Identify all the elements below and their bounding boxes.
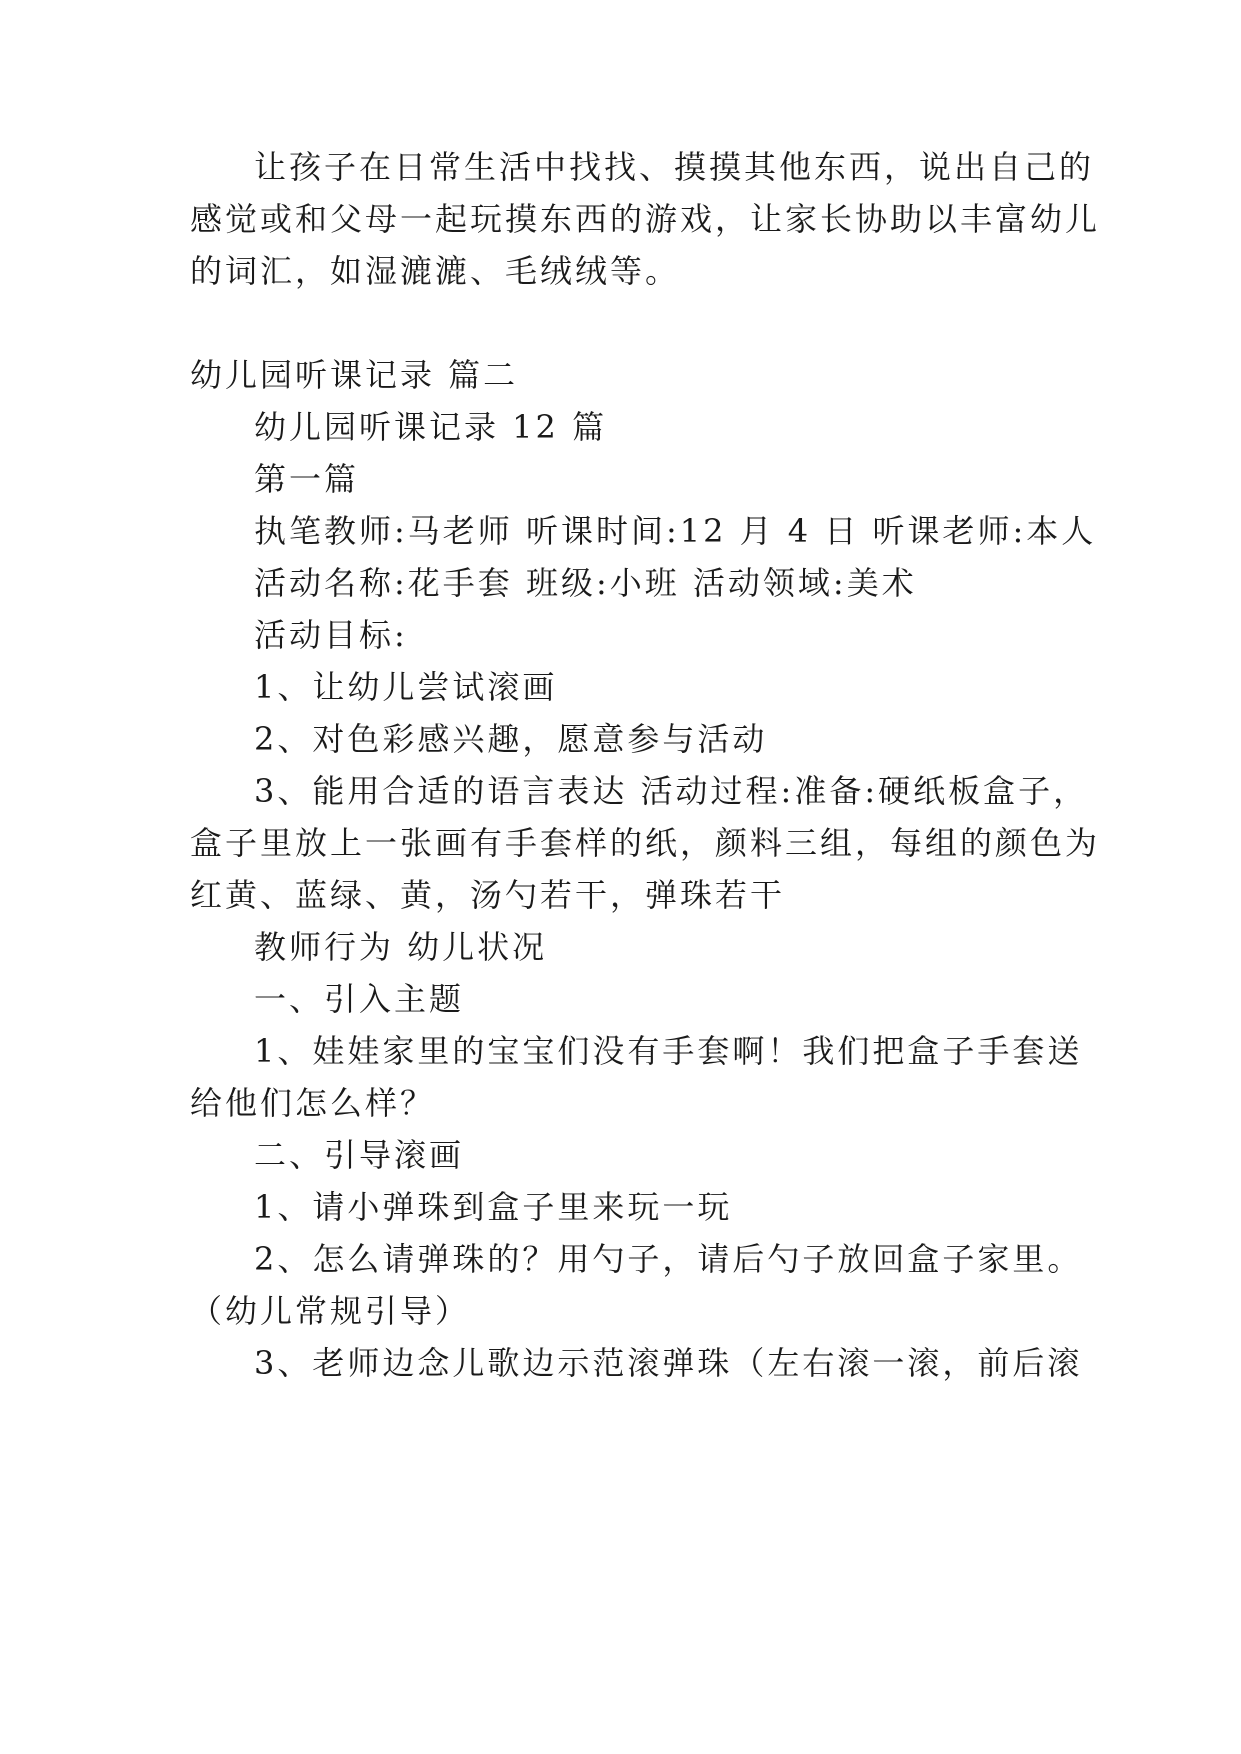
intro-paragraph-line-3: 的词汇，如湿漉漉、毛绒绒等。 — [190, 252, 681, 290]
part-2-item-2-line-2: （幼儿常规引导） — [190, 1292, 471, 1330]
goal-2: 2、对色彩感兴趣，愿意参与活动 — [254, 720, 768, 758]
goals-label: 活动目标: — [254, 616, 408, 654]
part-2-item-1: 1、请小弹珠到盒子里来玩一玩 — [254, 1188, 733, 1226]
part-1-item-1-line-1: 1、娃娃家里的宝宝们没有手套啊！我们把盒子手套送 — [254, 1032, 1083, 1070]
intro-paragraph-line-2: 感觉或和父母一起玩摸东西的游戏，让家长协助以丰富幼儿 — [190, 200, 1101, 238]
goal-3-line-3: 红黄、蓝绿、黄，汤勺若干，弹珠若干 — [190, 876, 786, 914]
table-header: 教师行为 幼儿状况 — [254, 928, 548, 966]
goal-1: 1、让幼儿尝试滚画 — [254, 668, 558, 706]
goal-3-line-1: 3、能用合适的语言表达 活动过程:准备:硬纸板盒子， — [254, 772, 1089, 810]
activity-line: 活动名称:花手套 班级:小班 活动领域:美术 — [254, 564, 917, 602]
document-subtitle: 幼儿园听课记录 12 篇 — [254, 408, 608, 446]
part-2-item-3: 3、老师边念儿歌边示范滚弹珠（左右滚一滚，前后滚 — [254, 1344, 1083, 1382]
goal-3-line-2: 盒子里放上一张画有手套样的纸，颜料三组，每组的颜色为 — [190, 824, 1101, 862]
part-2-title: 二、引导滚画 — [254, 1136, 465, 1174]
part-2-item-2-line-1: 2、怎么请弹珠的？用勺子，请后勺子放回盒子家里。 — [254, 1240, 1083, 1278]
section-heading: 幼儿园听课记录 篇二 — [190, 356, 519, 394]
intro-paragraph-line-1: 让孩子在日常生活中找找、摸摸其他东西，说出自己的 — [254, 148, 1095, 186]
part-1-title: 一、引入主题 — [254, 980, 465, 1018]
chapter-title: 第一篇 — [254, 460, 360, 498]
part-1-item-1-line-2: 给他们怎么样？ — [190, 1084, 436, 1122]
meta-line: 执笔教师:马老师 听课时间:12 月 4 日 听课老师:本人 — [254, 512, 1097, 550]
